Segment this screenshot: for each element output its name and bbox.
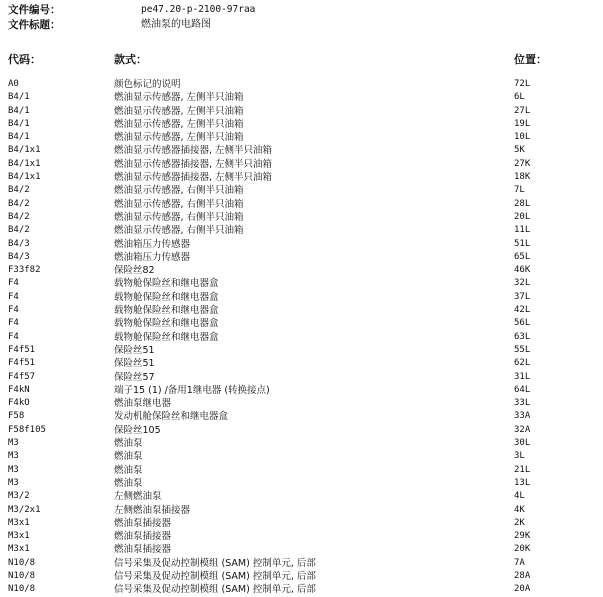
component-code: B4/1 bbox=[8, 92, 30, 103]
component-code: F33f82 bbox=[8, 265, 41, 276]
component-description: 载物舱保险丝和继电器盒 bbox=[114, 291, 219, 303]
component-description: 燃油泵 bbox=[114, 451, 143, 463]
component-position: 37L bbox=[514, 291, 531, 302]
component-position: 21L bbox=[514, 464, 531, 475]
table-row bbox=[0, 131, 603, 144]
component-position: 29K bbox=[514, 531, 531, 542]
component-position: 11L bbox=[514, 225, 531, 236]
table-row bbox=[0, 410, 603, 423]
component-code: F4f51 bbox=[8, 344, 36, 355]
component-position: 5K bbox=[514, 145, 525, 156]
component-position: 33L bbox=[514, 398, 531, 409]
component-position: 46K bbox=[514, 265, 531, 276]
component-position: 64L bbox=[514, 384, 531, 395]
file-title-value: 燃油泵的电路图 bbox=[141, 19, 211, 30]
component-description: 燃油显示传感器, 左侧半只油箱 bbox=[114, 132, 244, 144]
component-code: B4/1 bbox=[8, 118, 30, 129]
component-description: 燃油显示传感器, 右侧半只油箱 bbox=[114, 198, 244, 210]
file-title-label: 文件标题： bbox=[8, 19, 61, 31]
component-position: 32A bbox=[514, 424, 531, 435]
component-code: N10/8 bbox=[8, 584, 36, 595]
table-row bbox=[0, 291, 603, 304]
component-description: 端子15 (1) /备用1继电器 (转换接点) bbox=[114, 384, 270, 396]
table-row bbox=[0, 211, 603, 224]
component-description: 保险丝105 bbox=[114, 424, 161, 436]
component-description: 燃油泵插接器 bbox=[114, 544, 172, 556]
component-position: 56L bbox=[514, 318, 531, 329]
component-code: M3x1 bbox=[8, 517, 30, 528]
component-description: 燃油显示传感器, 左侧半只油箱 bbox=[114, 118, 244, 130]
component-code: M3 bbox=[8, 451, 19, 462]
component-description: 保险丝57 bbox=[114, 371, 155, 383]
table-row bbox=[0, 184, 603, 197]
component-code: B4/1x1 bbox=[8, 172, 41, 183]
table-row bbox=[0, 357, 603, 370]
table-row bbox=[0, 78, 603, 91]
component-description: 燃油显示传感器插接器, 左侧半只油箱 bbox=[114, 172, 273, 184]
component-code: F4kO bbox=[8, 398, 30, 409]
component-position: 28A bbox=[514, 570, 531, 581]
component-code: B4/1x1 bbox=[8, 145, 41, 156]
table-row bbox=[0, 517, 603, 530]
component-table bbox=[0, 78, 603, 597]
table-row bbox=[0, 464, 603, 477]
component-code: F4 bbox=[8, 278, 19, 289]
component-position: 13L bbox=[514, 477, 531, 488]
table-row bbox=[0, 264, 603, 277]
component-code: F4f57 bbox=[8, 371, 36, 382]
table-row bbox=[0, 238, 603, 251]
component-position: 10L bbox=[514, 132, 531, 143]
component-position: 27L bbox=[514, 105, 531, 116]
component-position: 32L bbox=[514, 278, 531, 289]
component-description: 左侧燃油泵插接器 bbox=[114, 504, 191, 516]
component-code: M3 bbox=[8, 464, 19, 475]
component-code: M3x1 bbox=[8, 544, 30, 555]
table-row bbox=[0, 331, 603, 344]
table-row bbox=[0, 384, 603, 397]
table-row bbox=[0, 198, 603, 211]
file-number-label: 文件编号： bbox=[8, 4, 61, 16]
component-position: 28L bbox=[514, 198, 531, 209]
component-code: N10/8 bbox=[8, 570, 36, 581]
component-description: 燃油泵插接器 bbox=[114, 517, 172, 529]
table-row bbox=[0, 304, 603, 317]
component-code: B4/2 bbox=[8, 211, 30, 222]
table-row bbox=[0, 424, 603, 437]
component-position: 30L bbox=[514, 438, 531, 449]
component-position: 33A bbox=[514, 411, 531, 422]
table-row bbox=[0, 171, 603, 184]
component-description: 载物舱保险丝和继电器盒 bbox=[114, 305, 219, 317]
component-code: M3 bbox=[8, 477, 19, 488]
component-description: 保险丝51 bbox=[114, 358, 155, 370]
component-code: F4 bbox=[8, 331, 19, 342]
component-position: 20A bbox=[514, 584, 531, 595]
component-code: F58f105 bbox=[8, 424, 46, 435]
component-code: B4/2 bbox=[8, 185, 30, 196]
component-code: B4/2 bbox=[8, 225, 30, 236]
component-description: 保险丝51 bbox=[114, 344, 155, 356]
table-row bbox=[0, 570, 603, 583]
component-description: 保险丝82 bbox=[114, 265, 155, 277]
component-description: 燃油泵 bbox=[114, 438, 143, 450]
component-description: 信号采集及促动控制模组 (SAM) 控制单元, 后部 bbox=[114, 557, 316, 569]
component-description: 燃油箱压力传感器 bbox=[114, 251, 191, 263]
component-position: 2K bbox=[514, 517, 525, 528]
component-description: 信号采集及促动控制模组 (SAM) 控制单元, 后部 bbox=[114, 584, 316, 596]
component-position: 27K bbox=[514, 158, 531, 169]
component-code: M3/2 bbox=[8, 491, 30, 502]
component-description: 颜色标记的说明 bbox=[114, 79, 181, 90]
component-description: 燃油泵 bbox=[114, 464, 143, 476]
table-row bbox=[0, 557, 603, 570]
component-code: B4/1 bbox=[8, 132, 30, 143]
table-row bbox=[0, 477, 603, 490]
component-description: 燃油泵插接器 bbox=[114, 531, 172, 543]
component-code: M3 bbox=[8, 438, 19, 449]
component-description: 燃油显示传感器, 右侧半只油箱 bbox=[114, 185, 244, 197]
component-position: 18K bbox=[514, 172, 531, 183]
component-position: 3L bbox=[514, 451, 525, 462]
table-row bbox=[0, 277, 603, 290]
component-position: 20L bbox=[514, 211, 531, 222]
component-code: F4kN bbox=[8, 384, 30, 395]
header-description: 款式： bbox=[114, 53, 147, 66]
component-description: 左侧燃油泵 bbox=[114, 491, 162, 503]
table-row bbox=[0, 251, 603, 264]
component-position: 65L bbox=[514, 251, 531, 262]
component-code: F4f51 bbox=[8, 358, 36, 369]
component-position: 63L bbox=[514, 331, 531, 342]
component-description: 载物舱保险丝和继电器盒 bbox=[114, 331, 219, 343]
component-code: F4 bbox=[8, 291, 19, 302]
table-row bbox=[0, 144, 603, 157]
table-row bbox=[0, 317, 603, 330]
component-position: 55L bbox=[514, 344, 531, 355]
component-description: 发动机舱保险丝和继电器盒 bbox=[114, 411, 229, 423]
component-code: A0 bbox=[8, 79, 19, 89]
component-position: 19L bbox=[514, 118, 531, 129]
file-number-value: pe47.20-p-2100-97raa bbox=[141, 4, 256, 15]
table-row bbox=[0, 118, 603, 131]
table-row bbox=[0, 397, 603, 410]
component-code: B4/2 bbox=[8, 198, 30, 209]
component-description: 燃油泵继电器 bbox=[114, 398, 172, 410]
table-row bbox=[0, 91, 603, 104]
table-row bbox=[0, 371, 603, 384]
component-position: 7A bbox=[514, 557, 525, 568]
component-description: 燃油显示传感器, 左侧半只油箱 bbox=[114, 92, 244, 104]
component-position: 62L bbox=[514, 358, 531, 369]
component-description: 燃油显示传感器, 右侧半只油箱 bbox=[114, 225, 244, 237]
component-code: F4 bbox=[8, 318, 19, 329]
component-description: 燃油显示传感器, 左侧半只油箱 bbox=[114, 105, 244, 117]
component-position: 31L bbox=[514, 371, 531, 382]
component-code: N10/8 bbox=[8, 557, 36, 568]
component-description: 信号采集及促动控制模组 (SAM) 控制单元, 后部 bbox=[114, 570, 316, 582]
table-row bbox=[0, 437, 603, 450]
table-row bbox=[0, 490, 603, 503]
component-code: F4 bbox=[8, 305, 19, 316]
table-row bbox=[0, 530, 603, 543]
table-row bbox=[0, 543, 603, 556]
component-code: B4/3 bbox=[8, 251, 30, 262]
component-position: 51L bbox=[514, 238, 531, 249]
component-position: 4K bbox=[514, 504, 525, 515]
component-description: 燃油泵 bbox=[114, 477, 143, 489]
component-description: 燃油显示传感器插接器, 左侧半只油箱 bbox=[114, 158, 273, 170]
table-row bbox=[0, 105, 603, 118]
table-row bbox=[0, 450, 603, 463]
table-row bbox=[0, 504, 603, 517]
component-description: 燃油显示传感器, 右侧半只油箱 bbox=[114, 211, 244, 223]
table-row bbox=[0, 344, 603, 357]
component-code: F58 bbox=[8, 411, 25, 422]
component-code: M3/2x1 bbox=[8, 504, 41, 515]
component-description: 燃油箱压力传感器 bbox=[114, 238, 191, 250]
component-position: 20K bbox=[514, 544, 531, 555]
component-code: M3x1 bbox=[8, 531, 30, 542]
table-row bbox=[0, 224, 603, 237]
component-description: 载物舱保险丝和继电器盒 bbox=[114, 278, 219, 290]
component-position: 42L bbox=[514, 305, 531, 316]
component-code: B4/3 bbox=[8, 238, 30, 249]
component-code: B4/1x1 bbox=[8, 158, 41, 169]
table-row bbox=[0, 158, 603, 171]
header-code: 代码： bbox=[8, 53, 41, 66]
component-description: 燃油显示传感器插接器, 左侧半只油箱 bbox=[114, 145, 273, 157]
header-position: 位置： bbox=[514, 53, 547, 66]
component-description: 载物舱保险丝和继电器盒 bbox=[114, 318, 219, 330]
component-position: 6L bbox=[514, 92, 525, 103]
component-position: 7L bbox=[514, 185, 525, 196]
component-code: B4/1 bbox=[8, 105, 30, 116]
component-position: 72L bbox=[514, 79, 531, 89]
component-position: 4L bbox=[514, 491, 525, 502]
